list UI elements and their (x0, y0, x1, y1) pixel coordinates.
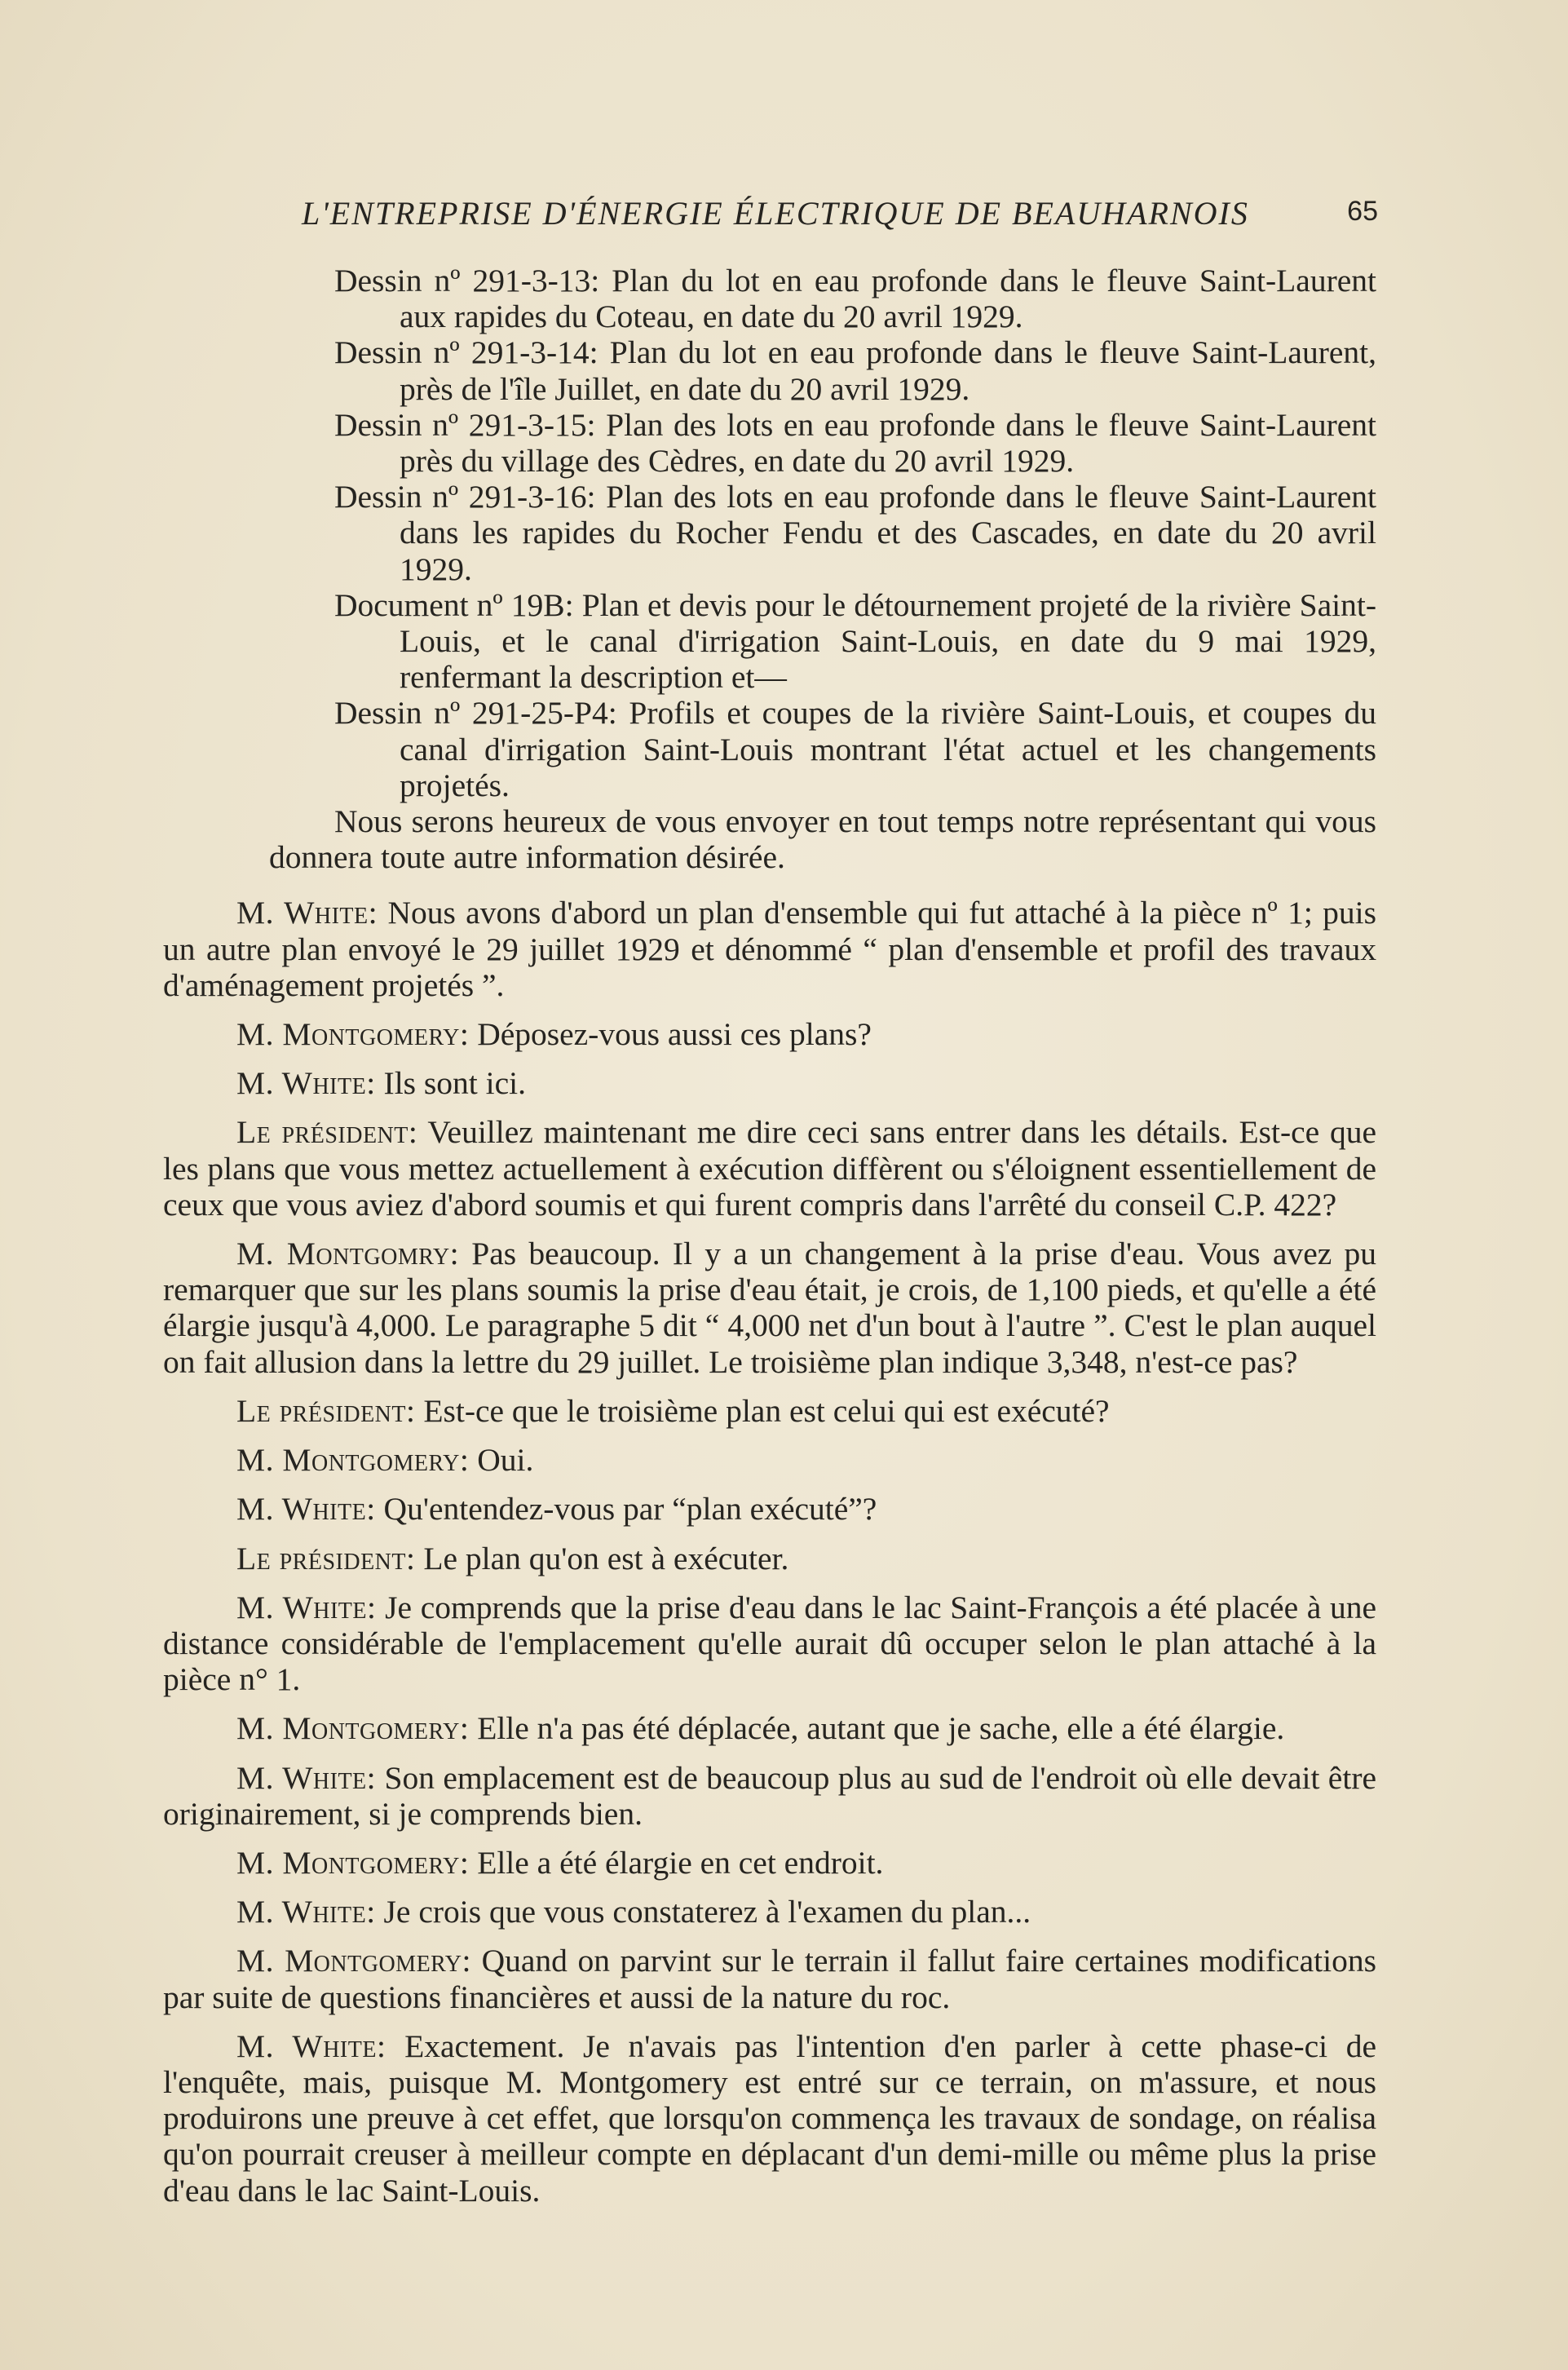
dialogue-line (163, 1541, 1376, 1576)
speaker: M. White: (236, 1894, 376, 1930)
speaker: M. Montgomery: (236, 1016, 470, 1053)
speaker: M. White: (236, 1589, 377, 1625)
speech: Je crois que vous constaterez à l'examen du plan... (383, 1894, 1031, 1930)
speech: Son emplacement est de beaucoup plus au sud de l'endroit où elle devait être originairement, si je comprends bien. (163, 1759, 1377, 1832)
dialogue-line (163, 1760, 1376, 1832)
dialogue-line (163, 1943, 1376, 2014)
speech: Elle a été élargie en cet endroit. (477, 1844, 884, 1881)
speech: Veuillez maintenant me dire ceci sans entrer dans les détails. Est-ce que les plans que vous mettez actuellement à exécution diffèrent ou s'éloignent essentiellement de ceux que vous aviez d'abord soumis et qui furent compris dans l'arrêté du conseil C.P. 422? (163, 1114, 1376, 1223)
speech: Ils sont ici. (383, 1065, 526, 1102)
page-header (302, 194, 1378, 243)
page-number: 65 (1347, 196, 1378, 227)
speech: Déposez-vous aussi ces plans? (477, 1016, 872, 1053)
speaker: M. Montgomery: (236, 1442, 470, 1479)
dialogue-line (163, 1845, 1376, 1881)
running-title: L'ENTREPRISE D'ÉNERGIE ÉLECTRIQUE DE BEAUHARNOIS (302, 195, 1249, 232)
exhibit-entry: Dessin nº 291-25-P4: Profils et coupes de la rivière Saint-Louis, et coupes du canal d'irrigation Saint-Louis montrant l'état actuel et les changements projetés. (334, 695, 1376, 803)
speech: Je comprends que la prise d'eau dans le lac Saint-François a été placée à une distance considérable de l'emplacement qu'elle aurait dû occuper selon le plan attaché à la pièce n° 1. (163, 1589, 1377, 1698)
speech: Nous avons d'abord un plan d'ensemble qui fut attaché à la pièce nº 1; puis un autre plan envoyé le 29 juillet 1929 et dénommé “ plan d'ensemble et profil des travaux d'aménagement projetés ”. (163, 895, 1377, 1003)
speaker: Le président: (236, 1540, 416, 1576)
exhibit-entry: Document nº 19B: Plan et devis pour le détournement projeté de la rivière Saint-Louis, et le canal d'irrigation Saint-Louis, en date du 9 mai 1929, renfermant la description et— (334, 586, 1376, 696)
exhibit-entry: Dessin nº 291-3-16: Plan des lots en eau profonde dans le fleuve Saint-Laurent dans les rapides du Rocher Fendu et des Cascades, en date du 20 avril 1929. (334, 479, 1376, 587)
speaker: M. White: (236, 1491, 376, 1528)
speaker: M. White: (236, 1065, 376, 1102)
exhibit-entry: Dessin nº 291-3-13: Plan du lot en eau profonde dans le fleuve Saint-Laurent aux rapides du Coteau, en date du 20 avril 1929. (334, 263, 1376, 335)
speaker: M. White: (236, 2027, 386, 2064)
speaker: M. White: (236, 895, 378, 931)
dialogue-line (163, 895, 1376, 1003)
speaker: M. White: (236, 1759, 377, 1796)
dialogue-line (163, 1393, 1376, 1429)
dialogue-line (163, 1114, 1376, 1223)
speech: Le plan qu'on est à exécuter. (423, 1540, 789, 1576)
speech: Quand on parvint sur le terrain il fallut faire certaines modifications par suite de questions financières et aussi de la nature du roc. (163, 1943, 1377, 2015)
speaker: M. Montgomery: (236, 1844, 470, 1881)
speaker: M. Montgomry: (236, 1236, 460, 1272)
dialogue-line (163, 1442, 1376, 1478)
speech: Exactement. Je n'avais pas l'intention d'en parler à cette phase-ci de l'enquête, mais, puisque M. Montgomery est entré sur ce terrain, on m'assure, et nous produirons une preuve à cet effet, que lorsqu'on commença les travaux de sondage, on réalisa qu'on pourrait creuser à meilleur compte en déplacant d'un demi-mille ou même plus la prise d'eau dans le lac Saint-Louis. (163, 2027, 1377, 2209)
speech: Est-ce que le troisième plan est celui qui est exécuté? (423, 1392, 1110, 1429)
speaker: Le président: (236, 1392, 416, 1429)
dialogue-line (163, 1894, 1376, 1930)
dialogue-line (163, 1710, 1376, 1746)
speech: Oui. (477, 1442, 534, 1479)
exhibit-entry: Dessin nº 291-3-15: Plan des lots en eau profonde dans le fleuve Saint-Laurent près du village des Cèdres, en date du 20 avril 1929. (334, 406, 1376, 480)
dialogue-line (163, 2028, 1376, 2209)
speaker: M. Montgomery: (236, 1943, 471, 1979)
speech: Qu'entendez-vous par “plan exécuté”? (383, 1491, 877, 1528)
dialogue-line (163, 1491, 1376, 1527)
dialogue-line (163, 1065, 1376, 1101)
speech: Elle n'a pas été déplacée, autant que je sache, elle a été élargie. (477, 1710, 1285, 1747)
dialogue-line (163, 1236, 1376, 1380)
speaker: Le président: (236, 1114, 418, 1151)
page-body (163, 263, 1376, 2209)
letter-closing: Nous serons heureux de vous envoyer en tout temps notre représentant qui vous donnera toute autre information désirée. (269, 803, 1376, 876)
speech: Pas beaucoup. Il y a un changement à la prise d'eau. Vous avez pu remarquer que sur les plans soumis la prise d'eau était, je crois, de 1,100 pieds, et qu'elle a été élargie jusqu'à 4,000. Le paragraphe 5 dit “ 4,000 net d'un bout à l'autre ”. C'est le plan auquel on fait allusion dans la lettre du 29 juillet. Le troisième plan indique 3,348, n'est-ce pas? (163, 1236, 1376, 1380)
speaker: M. Montgomery: (236, 1710, 470, 1747)
dialogue-line (163, 1016, 1376, 1052)
dialogue-line (163, 1590, 1376, 1698)
exhibit-entry: Dessin nº 291-3-14: Plan du lot en eau profonde dans le fleuve Saint-Laurent, près de l'île Juillet, en date du 20 avril 1929. (334, 334, 1376, 407)
